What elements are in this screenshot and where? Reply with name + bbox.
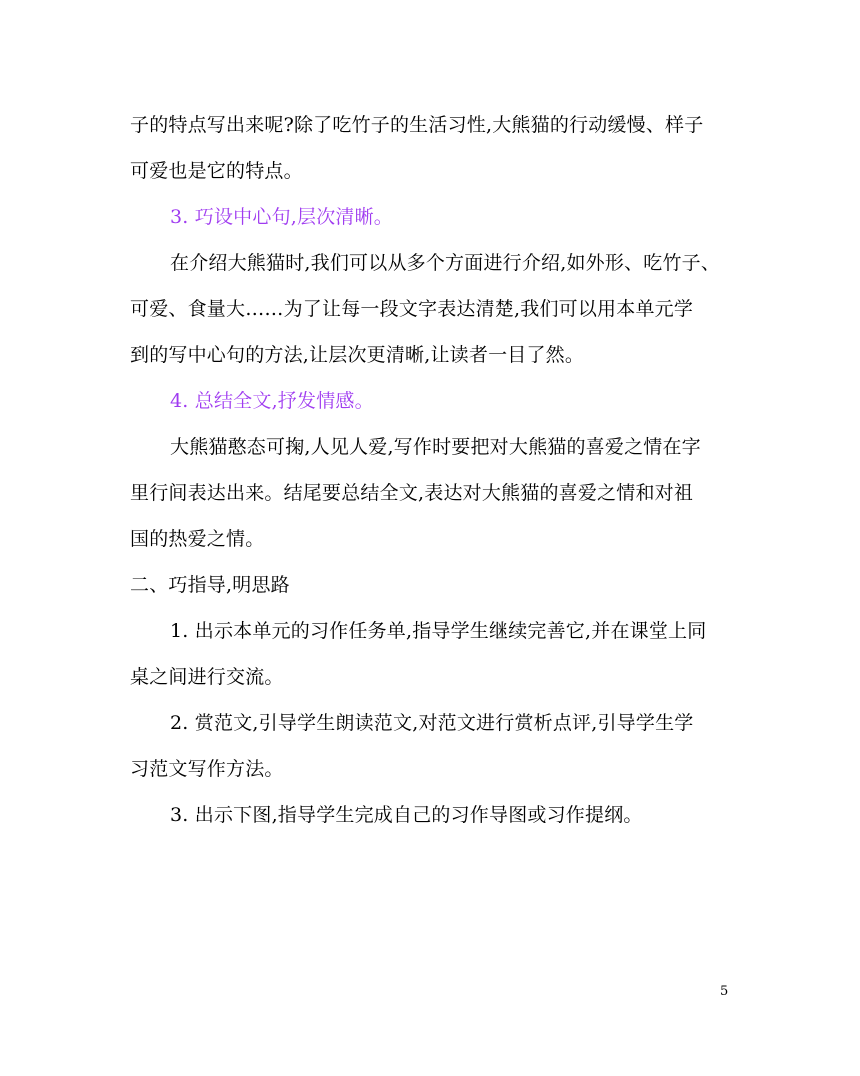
page-number: 5 bbox=[720, 984, 729, 999]
list-item: 3. 出示下图,指导学生完成自己的习作导图或习作提纲。 bbox=[170, 804, 643, 826]
list-item: 1. 出示本单元的习作任务单,指导学生继续完善它,并在课堂上同 bbox=[170, 620, 707, 642]
paragraph-line: 到的写中心句的方法,让层次更清晰,让读者一目了然。 bbox=[130, 344, 585, 366]
body-text bbox=[130, 102, 730, 838]
paragraph-line: 大熊猫憨态可掬,人见人爱,写作时要把对大熊猫的喜爱之情在字 bbox=[170, 436, 701, 458]
paragraph-line: 里行间表达出来。结尾要总结全文,表达对大熊猫的喜爱之情和对祖 bbox=[130, 482, 694, 504]
list-item: 2. 赏范文,引导学生朗读范文,对范文进行赏析点评,引导学生学 bbox=[170, 712, 694, 734]
paragraph-line: 在介绍大熊猫时,我们可以从多个方面进行介绍,如外形、吃竹子、 bbox=[170, 252, 721, 274]
section-heading: 4. 总结全文,抒发情感。 bbox=[170, 390, 374, 412]
section-heading: 3. 巧设中心句,层次清晰。 bbox=[170, 206, 394, 228]
list-item-continuation: 习范文写作方法。 bbox=[130, 758, 284, 780]
part-heading: 二、巧指导,明思路 bbox=[130, 574, 290, 596]
paragraph-line: 子的特点写出来呢?除了吃竹子的生活习性,大熊猫的行动缓慢、样子 bbox=[130, 114, 704, 136]
paragraph-line: 可爱也是它的特点。 bbox=[130, 160, 303, 182]
paragraph-line: 国的热爱之情。 bbox=[130, 528, 265, 550]
list-item-continuation: 桌之间进行交流。 bbox=[130, 666, 284, 688]
paragraph-line: 可爱、食量大……为了让每一段文字表达清楚,我们可以用本单元学 bbox=[130, 298, 694, 320]
